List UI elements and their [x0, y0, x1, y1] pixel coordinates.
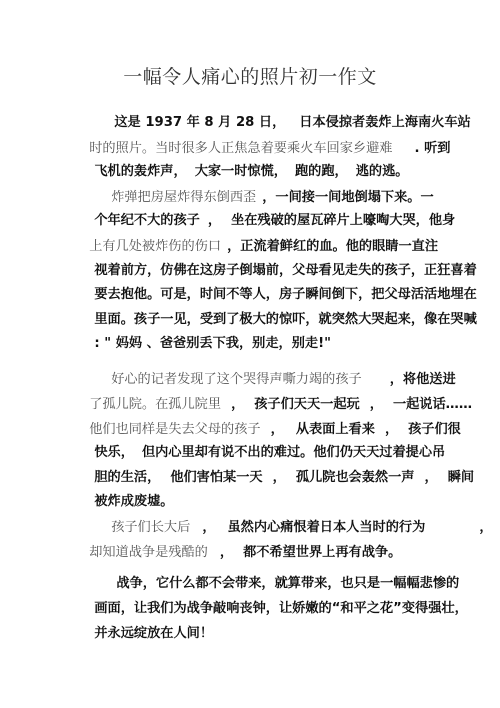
text-segment: : " 妈妈 、爸爸别丢下我，别走，别走!": [94, 336, 331, 351]
text-segment: 跑的跑，: [295, 164, 348, 179]
text-segment: ，一间接一间地倒塌下来。一: [262, 190, 434, 205]
text-segment: ，: [369, 397, 383, 412]
text-line: [76, 607, 213, 661]
text-segment: 他们也同样是失去父母的孩子: [89, 422, 261, 437]
text-segment: 这是 1937 年 8 月 28 日，: [114, 115, 286, 130]
text-segment: 但内心里却有说不出的难过。他们仍天天过着提心吊: [141, 445, 446, 460]
text-segment: 战争，它什么都不会带来，就算带来，也只是一幅幅悲惨的: [116, 576, 460, 591]
text-segment: 从表面上看来: [295, 422, 375, 437]
text-segment: 孤儿院也会轰然一声: [295, 470, 415, 485]
text-segment: 瞬间: [447, 470, 475, 485]
text-segment: 却知道战争是残酷的: [89, 545, 208, 560]
essay-title: 一幅令人痛心的照片初一作文: [123, 66, 377, 88]
text-segment: 坐在残破的屋瓦碎片上嚎啕大哭，他身: [231, 213, 456, 228]
text-segment: ，正流着鲜红的血。他的眼睛一直注: [227, 239, 439, 254]
text-segment: 孩子们长大后: [111, 520, 191, 535]
text-segment: 逃的逃。: [355, 164, 409, 179]
text-segment: 并永远绽放在人间！: [94, 626, 214, 641]
text-segment: ，: [479, 520, 493, 535]
text-segment: 他们害怕某一天: [170, 470, 263, 485]
text-segment: 视着前方，仿佛在这房子倒塌前，父母看见走失的孩子，正狂喜着: [94, 263, 477, 278]
text-segment: ，: [272, 470, 286, 485]
text-segment: . 听到: [414, 141, 451, 156]
text-segment: 都不希望世界上再有战争。: [243, 545, 402, 560]
text-segment: 虽然内心痛恨着日本人当时的行为: [227, 520, 426, 535]
text-segment: 大家一时惊慌，: [194, 164, 287, 179]
text-segment: 画面，让我们为战争敲响丧钟，让娇嫩的“和平之花”变得强壮，: [94, 601, 468, 616]
text-segment: 一起说话……: [392, 397, 473, 412]
text-segment: 要去抱他。可是，时间不等人，房子瞬间倒下，把父母活活地埋在: [94, 287, 477, 302]
text-segment: 飞机的轰炸声，: [94, 164, 187, 179]
text-segment: 日本侵掠者轰炸上海南火车站: [299, 115, 471, 130]
text-segment: 孩子们很: [408, 422, 461, 437]
text-segment: 时的照片。当时很多人正焦急着要乘火车回家乡避难: [89, 141, 393, 156]
text-segment: ，: [270, 422, 284, 437]
text-segment: 上有几处被炸伤的伤口: [89, 239, 222, 254]
text-segment: 个年纪不大的孩子: [94, 213, 200, 228]
text-segment: 被炸成废墟。: [94, 494, 174, 509]
text-segment: ，: [424, 470, 438, 485]
text-segment: 快乐，: [94, 445, 134, 460]
text-segment: 了孤儿院。在孤儿院里: [89, 397, 222, 412]
text-segment: ，: [384, 422, 399, 437]
text-segment: ，: [231, 397, 245, 412]
text-segment: ，将他送进: [389, 372, 456, 387]
text-segment: 孩子们天天一起玩: [254, 397, 360, 412]
text-segment: 胆的生活，: [94, 470, 161, 485]
text-segment: 里面。孩子一见，受到了极大的惊吓，就突然大哭起来，像在哭喊: [94, 312, 477, 327]
text-segment: 好心的记者发现了这个哭得声嘶力竭的孩子: [111, 372, 362, 387]
text-segment: ，: [219, 545, 234, 560]
text-segment: ，: [207, 213, 222, 228]
text-segment: 炸弹把房屋炸得东倒西歪: [111, 190, 257, 205]
text-segment: ，: [202, 520, 216, 535]
